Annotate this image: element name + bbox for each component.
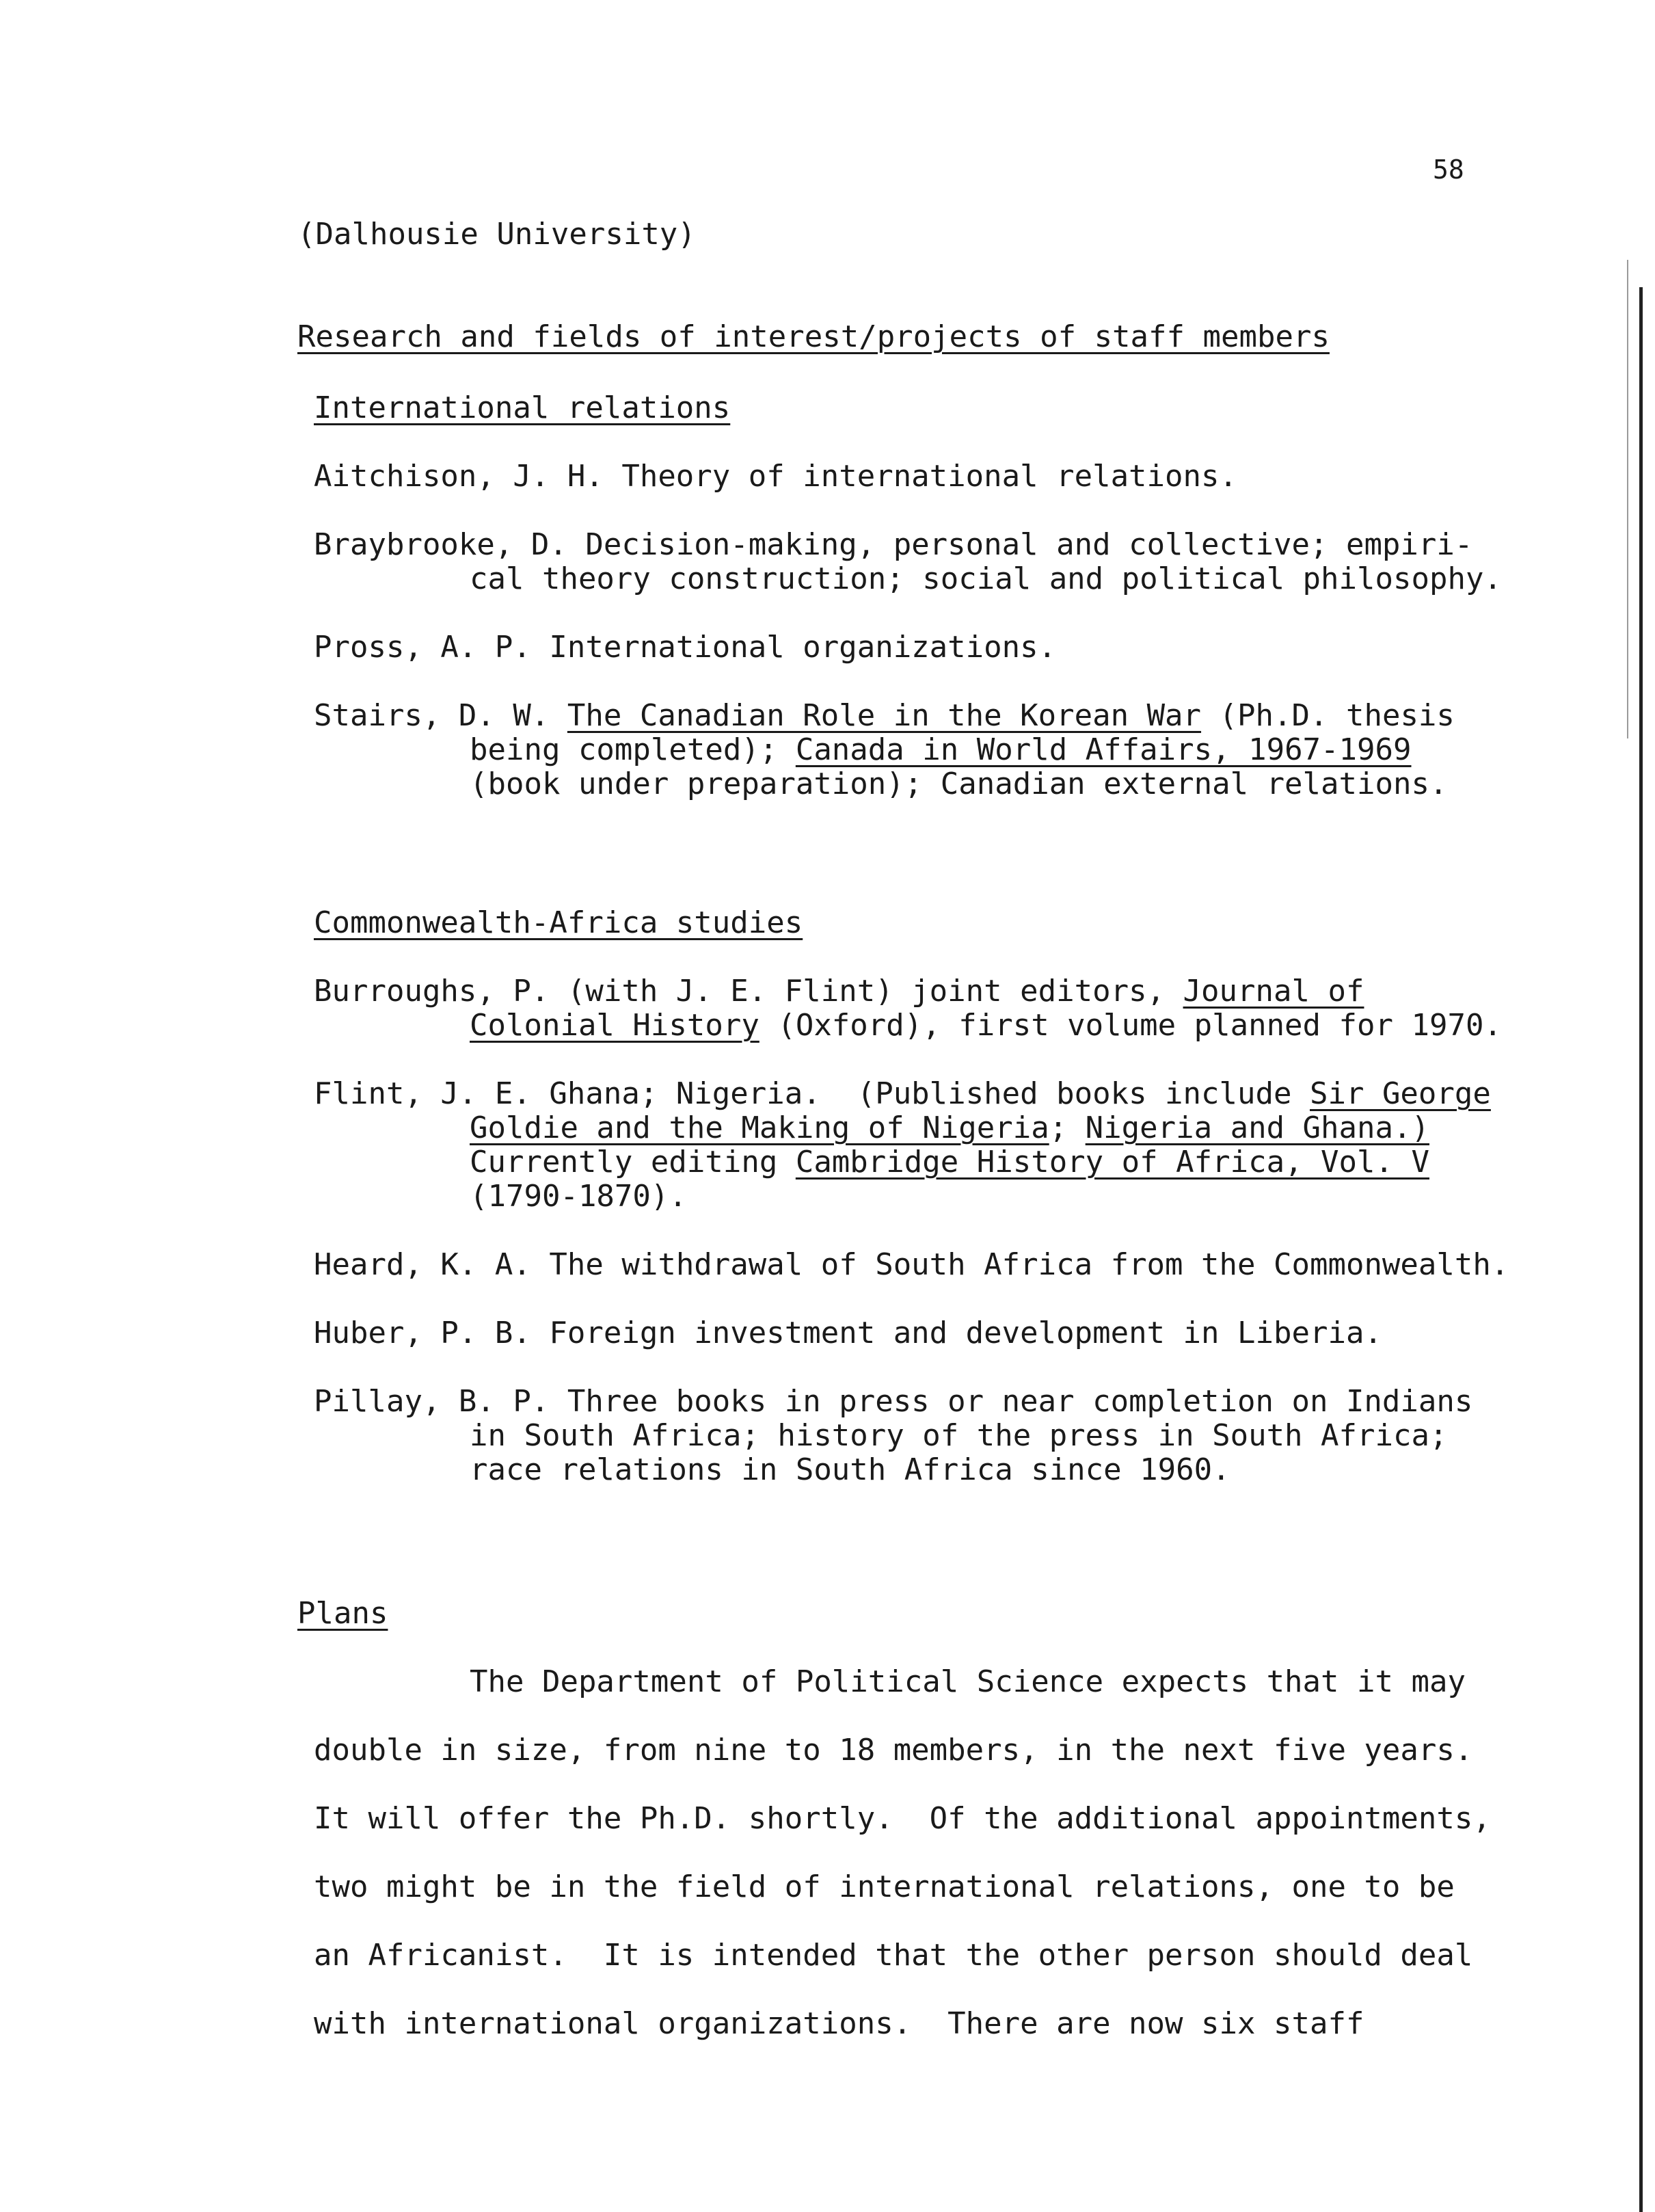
staff-name: Heard, K. A.	[314, 1247, 531, 1282]
institution-name: (Dalhousie University)	[297, 217, 696, 252]
entry-text: ;	[1049, 1110, 1086, 1145]
entry-burroughs	[314, 974, 1364, 1009]
plans-paragraph-line: The Department of Political Science expects that it may	[470, 1664, 1466, 1699]
entry-text: Three books in press or near completion on Indians	[549, 1384, 1473, 1419]
journal-title-cont: Colonial History	[470, 1008, 759, 1043]
entry-text: Foreign investment and development in Liberia.	[530, 1316, 1382, 1350]
entry-text: (with J. E. Flint) joint editors,	[549, 974, 1183, 1009]
scan-edge-line	[1639, 287, 1643, 2212]
plans-paragraph-line: double in size, from nine to 18 members, in the next five years.	[314, 1733, 1473, 1768]
entry-text: being completed);	[470, 732, 796, 767]
entry-text: Currently editing	[470, 1145, 796, 1180]
plans-paragraph-line: two might be in the field of international relations, one to be	[314, 1869, 1455, 1904]
staff-name: Pross, A. P.	[314, 630, 531, 665]
subheading-commonwealth-africa: Commonwealth-Africa studies	[314, 905, 803, 940]
entry-text: International organizations.	[530, 630, 1057, 665]
staff-name: Braybrooke, D.	[314, 527, 567, 562]
staff-name: Burroughs, P.	[314, 974, 550, 1009]
entry-flint-cont	[470, 1111, 1429, 1145]
entry-pillay-cont-2: race relations in South Africa since 1960.	[470, 1452, 1230, 1487]
plans-paragraph-line: It will offer the Ph.D. shortly. Of the additional appointments,	[314, 1801, 1491, 1836]
plans-paragraph-line: with international organizations. There are now six staff	[314, 2006, 1364, 2041]
section-heading: Research and fields of interest/projects of staff members	[297, 319, 1330, 354]
book-title-2: Nigeria and Ghana.)	[1085, 1110, 1429, 1145]
entry-huber	[314, 1316, 1382, 1350]
thesis-title: The Canadian Role in the Korean War	[567, 698, 1202, 733]
page-number: 58	[1433, 155, 1464, 185]
entry-stairs-cont-2: (book under preparation); Canadian external relations.	[470, 767, 1448, 801]
plans-paragraph-line: an Africanist. It is intended that the other person should deal	[314, 1938, 1473, 1973]
staff-name: Pillay, B. P.	[314, 1384, 550, 1419]
entry-heard	[314, 1248, 1509, 1282]
entry-text: Ghana; Nigeria. (Published books include	[530, 1076, 1310, 1111]
scan-edge-shadow	[1627, 260, 1628, 738]
entry-stairs-cont	[470, 733, 1412, 767]
entry-aitchison	[314, 459, 1237, 494]
book-title-cont: Goldie and the Making of Nigeria	[470, 1110, 1049, 1145]
entry-text: Theory of international relations.	[603, 459, 1238, 494]
entry-flint-cont-2	[470, 1145, 1429, 1180]
entry-flint	[314, 1077, 1491, 1111]
book-title: Sir George	[1309, 1076, 1491, 1111]
entry-braybrooke	[314, 528, 1472, 562]
entry-text: (Ph.D. thesis	[1201, 698, 1455, 733]
entry-pross	[314, 630, 1056, 665]
entry-pillay	[314, 1385, 1472, 1419]
entry-pillay-cont: in South Africa; history of the press in South Africa;	[470, 1418, 1448, 1453]
staff-name: Huber, P. B.	[314, 1316, 531, 1350]
entry-stairs	[314, 699, 1455, 733]
staff-name: Aitchison, J. H.	[314, 459, 604, 494]
entry-text: The withdrawal of South Africa from the Commonwealth.	[530, 1247, 1509, 1282]
journal-title: Journal of	[1183, 974, 1364, 1009]
plans-heading: Plans	[297, 1596, 388, 1631]
entry-text: (Oxford), first volume planned for 1970.	[759, 1008, 1502, 1043]
entry-burroughs-cont	[470, 1009, 1502, 1043]
book-title: Canada in World Affairs, 1967-1969	[795, 732, 1412, 767]
entry-braybrooke-cont: cal theory construction; social and political philosophy.	[470, 561, 1502, 596]
staff-name: Stairs, D. W.	[314, 698, 550, 733]
entry-flint-cont-3: (1790-1870).	[470, 1179, 687, 1214]
book-title-3: Cambridge History of Africa, Vol. V	[795, 1145, 1429, 1180]
subheading-international-relations: International relations	[314, 390, 731, 425]
entry-text: Decision-making, personal and collective; empiri-	[567, 527, 1473, 562]
staff-name: Flint, J. E.	[314, 1076, 531, 1111]
